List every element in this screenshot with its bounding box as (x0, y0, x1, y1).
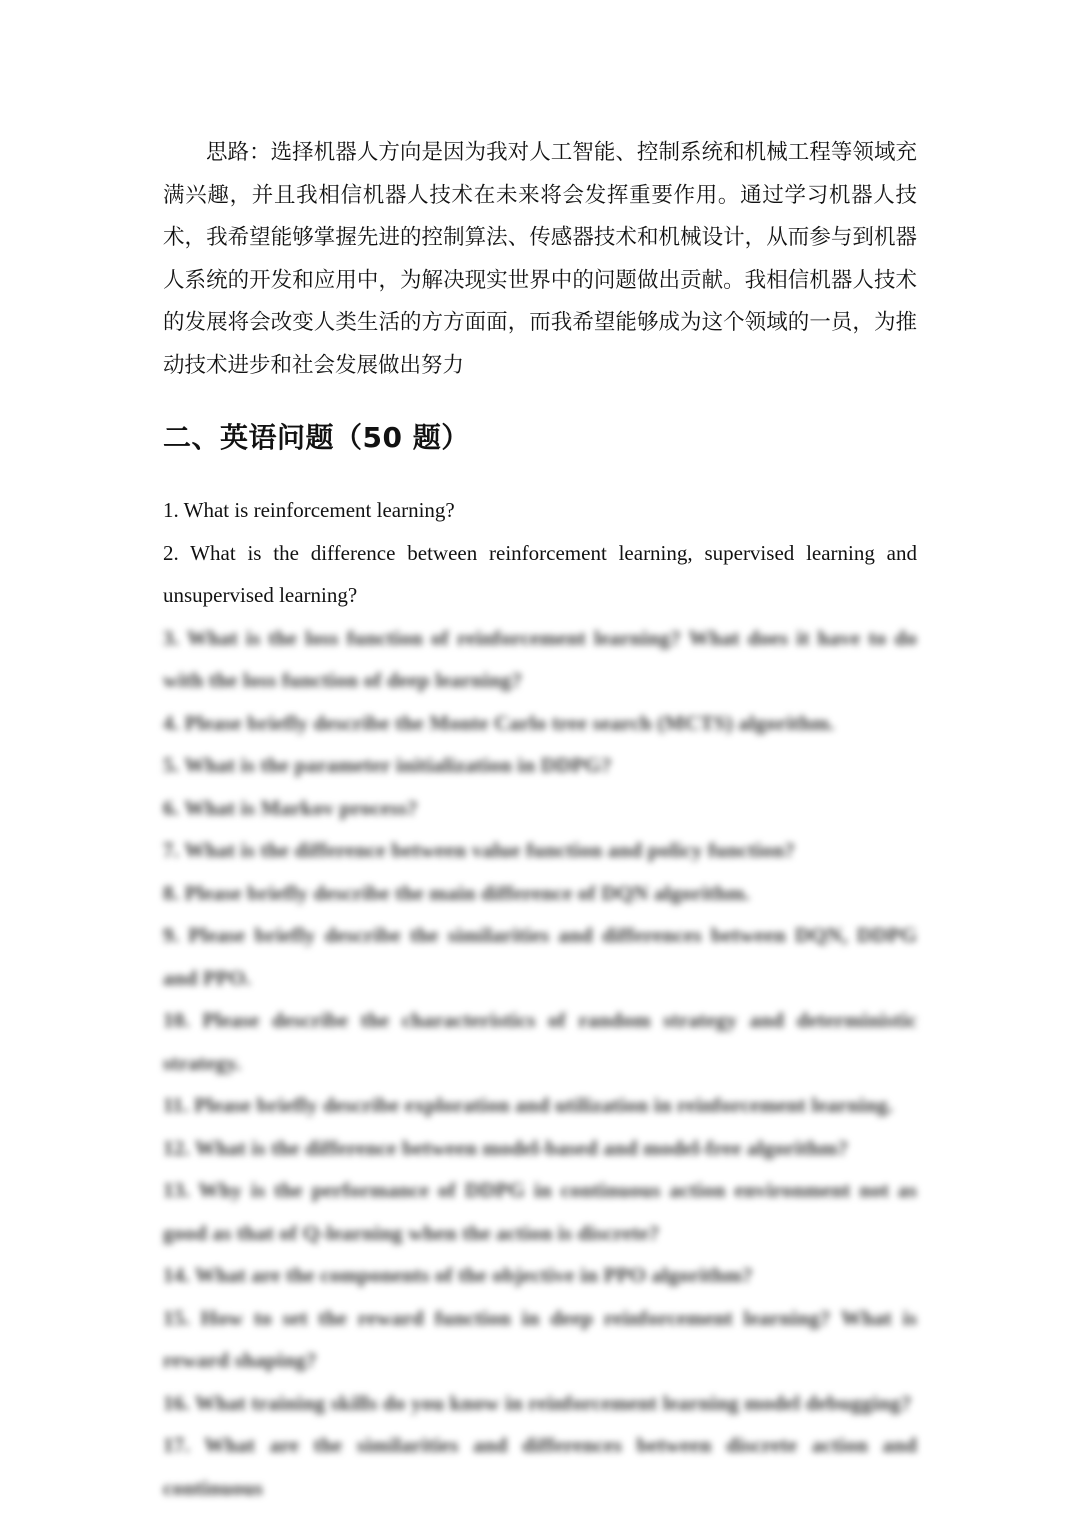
question-item: 2. What is the difference between reinforcement learning, supervised learning and unsupervised learning? (163, 540, 917, 607)
question-item: 8. Please briefly describe the main difference of DQN algorithm. (163, 880, 750, 905)
question-item: 11. Please briefly describe exploration and utilization in reinforcement learning. (163, 1093, 894, 1117)
question-item: 12. What is the difference between model-based and model-free algorithm? (163, 1135, 849, 1160)
question-item: 7. What is the difference between value function and policy function? (163, 838, 795, 862)
question-item: 10. Please describe the characteristics of random strategy and deterministic strategy. (163, 1008, 917, 1075)
question-item: 14. What are the components of the objective in PPO algorithm? (163, 1263, 753, 1287)
question-item: 3. What is the loss function of reinforcement learning? What does it have to do with the loss function of deep learning? (163, 625, 917, 692)
question-item: 4. Please briefly describe the Monte Carlo tree search (MCTS) algorithm. (163, 710, 835, 735)
question-item: 15. How to set the reward function in deep reinforcement learning? What is reward shaping? (163, 1305, 917, 1372)
question-item: 13. Why is the performance of DDPG in continuous action environment not as good as that of Q-learning when the action is discrete? (163, 1178, 917, 1245)
question-list (163, 489, 917, 1509)
question-item: 5. What is the parameter initialization in DDPG? (163, 753, 612, 777)
question-item: 1. What is reinforcement learning? (163, 498, 455, 522)
question-item: 9. Please briefly describe the similarities and differences between DQN, DDPG and PPO. (163, 923, 917, 990)
question-item: 6. What is Markov process? (163, 795, 418, 820)
question-item: 17. What are the similarities and differences between discrete action and continuous (163, 1433, 917, 1500)
section-heading: 二、英语问题（50 题） (163, 421, 470, 454)
question-item: 16. What training skills do you know in reinforcement learning model debugging? (163, 1390, 912, 1415)
body-paragraph: 思路：选择机器人方向是因为我对人工智能、控制系统和机械工程等领域充满兴趣，并且我相信机器人技术在未来将会发挥重要作用。通过学习机器人技术，我希望能够掌握先进的控制算法、传感器技术和机械设计，从而参与到机器人系统的开发和应用中，为解决现实世界中的问题做出贡献。我相信机器人技术的发展将会改变人类生活的方方面面，而我希望能够成为这个领域的一员，为推动技术进步和社会发展做出努力 (163, 140, 917, 378)
